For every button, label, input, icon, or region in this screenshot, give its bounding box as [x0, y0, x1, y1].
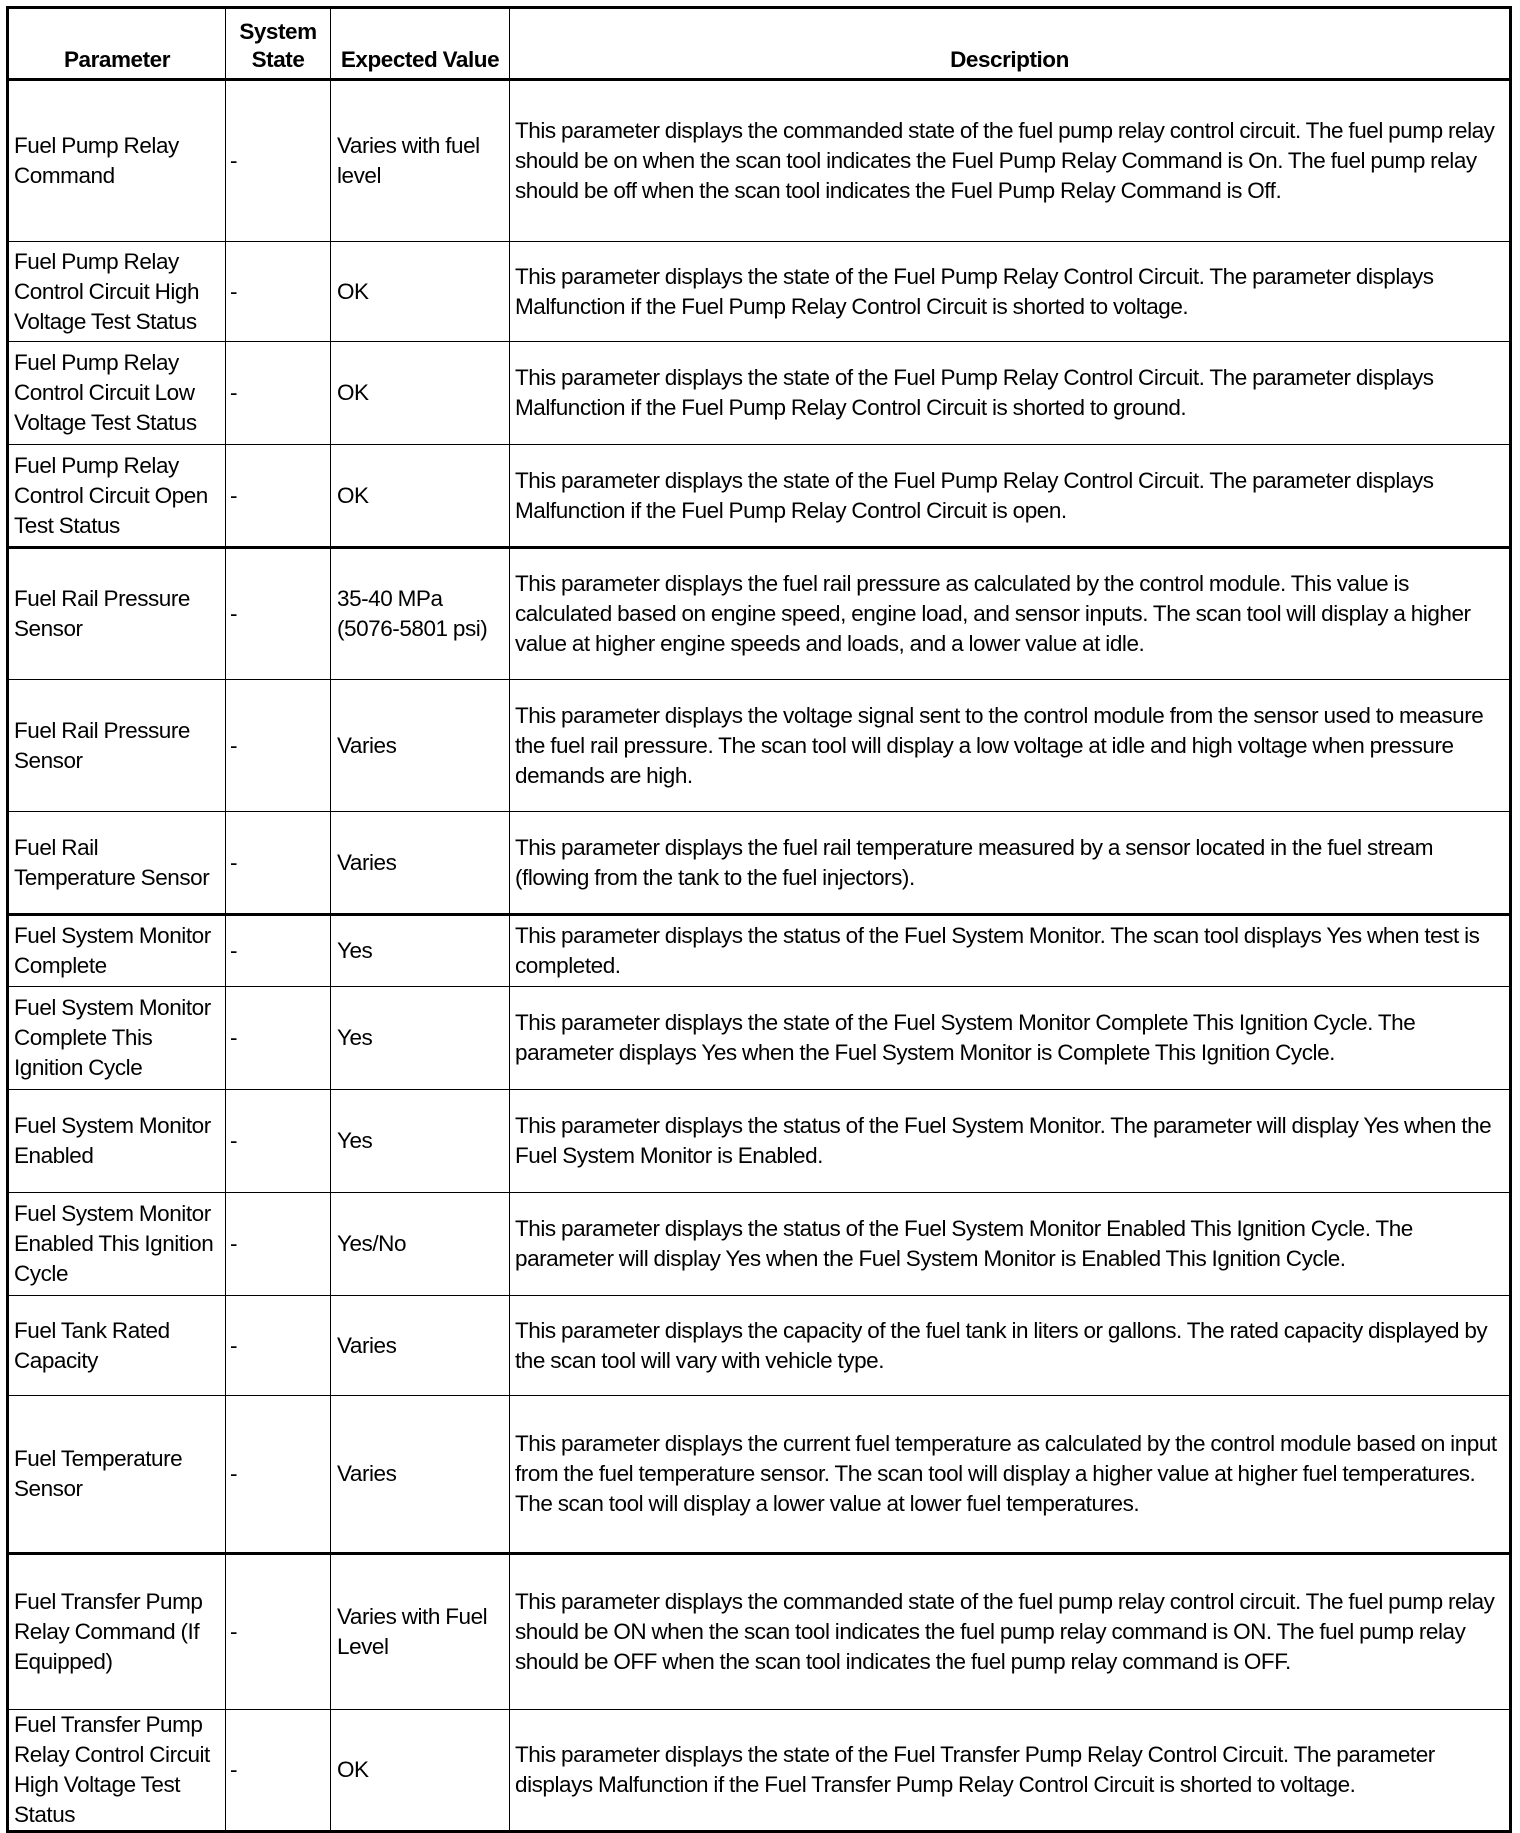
cell-description: This parameter displays the status of the Fuel System Monitor Enabled This Ignition Cycle. The parameter will display Yes when the Fuel System Monitor is Enabled This Ignition Cycle. — [510, 1193, 1511, 1296]
cell-system-state: - — [226, 987, 331, 1090]
table-row — [8, 1396, 1511, 1554]
cell-description: This parameter displays the status of the Fuel System Monitor. The parameter will display Yes when the Fuel System Monitor is Enabled. — [510, 1090, 1511, 1193]
table-row — [8, 1296, 1511, 1396]
cell-expected-value: Yes/No — [331, 1193, 510, 1296]
cell-expected-value: Yes — [331, 987, 510, 1090]
cell-system-state: - — [226, 915, 331, 987]
cell-expected-value: OK — [331, 242, 510, 342]
cell-description: This parameter displays the state of the Fuel System Monitor Complete This Ignition Cycle. The parameter displays Yes when the Fuel System Monitor is Complete This Ignition Cycle. — [510, 987, 1511, 1090]
table-row — [8, 1710, 1511, 1832]
cell-expected-value: Varies — [331, 812, 510, 915]
cell-parameter: Fuel System Monitor Enabled This Ignition Cycle — [8, 1193, 226, 1296]
cell-description: This parameter displays the state of the Fuel Pump Relay Control Circuit. The parameter displays Malfunction if the Fuel Pump Relay Control Circuit is shorted to ground. — [510, 342, 1511, 445]
table-row — [8, 812, 1511, 915]
cell-parameter: Fuel System Monitor Enabled — [8, 1090, 226, 1193]
cell-parameter: Fuel Transfer Pump Relay Control Circuit High Voltage Test Status — [8, 1710, 226, 1832]
table-row — [8, 1193, 1511, 1296]
cell-description: This parameter displays the current fuel temperature as calculated by the control module based on input from the fuel temperature sensor. The scan tool will display a higher value at higher fuel temperatures. The scan tool will display a lower value at lower fuel temperatures. — [510, 1396, 1511, 1554]
cell-parameter: Fuel Pump Relay Control Circuit Open Test Status — [8, 445, 226, 548]
cell-description: This parameter displays the commanded state of the fuel pump relay control circuit. The fuel pump relay should be on when the scan tool indicates the Fuel Pump Relay Command is On. The fuel pump relay should be off when the scan tool indicates the Fuel Pump Relay Command is Off. — [510, 80, 1511, 242]
cell-system-state: - — [226, 445, 331, 548]
cell-system-state: - — [226, 812, 331, 915]
cell-description: This parameter displays the state of the Fuel Transfer Pump Relay Control Circuit. The parameter displays Malfunction if the Fuel Transfer Pump Relay Control Circuit is shorted to voltage. — [510, 1710, 1511, 1832]
cell-system-state: - — [226, 680, 331, 812]
cell-description: This parameter displays the voltage signal sent to the control module from the sensor used to measure the fuel rail pressure. The scan tool will display a low voltage at idle and high voltage when pressure demands are high. — [510, 680, 1511, 812]
cell-system-state: - — [226, 548, 331, 680]
table-row — [8, 680, 1511, 812]
header-expected-value: Expected Value — [331, 8, 510, 80]
table-row — [8, 1090, 1511, 1193]
cell-parameter: Fuel System Monitor Complete This Ignition Cycle — [8, 987, 226, 1090]
cell-description: This parameter displays the state of the Fuel Pump Relay Control Circuit. The parameter displays Malfunction if the Fuel Pump Relay Control Circuit is shorted to voltage. — [510, 242, 1511, 342]
scan-tool-data-table — [6, 6, 1512, 1833]
cell-description: This parameter displays the commanded state of the fuel pump relay control circuit. The fuel pump relay should be ON when the scan tool indicates the fuel pump relay command is ON. The fuel pump relay should be OFF when the scan tool indicates the fuel pump relay command is OFF. — [510, 1554, 1511, 1710]
header-system-state: System State — [226, 8, 331, 80]
cell-parameter: Fuel System Monitor Complete — [8, 915, 226, 987]
header-parameter: Parameter — [8, 8, 226, 80]
cell-description: This parameter displays the capacity of the fuel tank in liters or gallons. The rated capacity displayed by the scan tool will vary with vehicle type. — [510, 1296, 1511, 1396]
cell-expected-value: OK — [331, 445, 510, 548]
cell-parameter: Fuel Temperature Sensor — [8, 1396, 226, 1554]
cell-parameter: Fuel Transfer Pump Relay Command (If Equipped) — [8, 1554, 226, 1710]
cell-expected-value: Yes — [331, 1090, 510, 1193]
cell-system-state: - — [226, 1396, 331, 1554]
cell-system-state: - — [226, 80, 331, 242]
cell-description: This parameter displays the fuel rail temperature measured by a sensor located in the fuel stream (flowing from the tank to the fuel injectors). — [510, 812, 1511, 915]
cell-system-state: - — [226, 1710, 331, 1832]
cell-system-state: - — [226, 1090, 331, 1193]
cell-description: This parameter displays the status of the Fuel System Monitor. The scan tool displays Yes when test is completed. — [510, 915, 1511, 987]
cell-system-state: - — [226, 242, 331, 342]
cell-parameter: Fuel Rail Pressure Sensor — [8, 548, 226, 680]
table-row — [8, 987, 1511, 1090]
table-row — [8, 242, 1511, 342]
header-description: Description — [510, 8, 1511, 80]
table-row — [8, 342, 1511, 445]
cell-expected-value: 35-40 MPa (5076-5801 psi) — [331, 548, 510, 680]
cell-expected-value: Varies — [331, 1296, 510, 1396]
cell-description: This parameter displays the state of the Fuel Pump Relay Control Circuit. The parameter displays Malfunction if the Fuel Pump Relay Control Circuit is open. — [510, 445, 1511, 548]
cell-parameter: Fuel Pump Relay Command — [8, 80, 226, 242]
cell-expected-value: Yes — [331, 915, 510, 987]
table-row — [8, 80, 1511, 242]
cell-parameter: Fuel Rail Temperature Sensor — [8, 812, 226, 915]
table-row — [8, 915, 1511, 987]
table-row — [8, 548, 1511, 680]
table-row — [8, 445, 1511, 548]
table-row — [8, 1554, 1511, 1710]
cell-expected-value: Varies — [331, 680, 510, 812]
cell-expected-value: Varies with fuel level — [331, 80, 510, 242]
cell-expected-value: Varies — [331, 1396, 510, 1554]
cell-system-state: - — [226, 1554, 331, 1710]
cell-expected-value: OK — [331, 342, 510, 445]
cell-expected-value: OK — [331, 1710, 510, 1832]
table-header-row — [8, 8, 1511, 80]
cell-parameter: Fuel Pump Relay Control Circuit High Voltage Test Status — [8, 242, 226, 342]
cell-parameter: Fuel Pump Relay Control Circuit Low Voltage Test Status — [8, 342, 226, 445]
cell-parameter: Fuel Rail Pressure Sensor — [8, 680, 226, 812]
cell-expected-value: Varies with Fuel Level — [331, 1554, 510, 1710]
cell-description: This parameter displays the fuel rail pressure as calculated by the control module. This value is calculated based on engine speed, engine load, and sensor inputs. The scan tool will display a higher value at higher engine speeds and loads, and a lower value at idle. — [510, 548, 1511, 680]
cell-system-state: - — [226, 1296, 331, 1396]
cell-parameter: Fuel Tank Rated Capacity — [8, 1296, 226, 1396]
cell-system-state: - — [226, 342, 331, 445]
cell-system-state: - — [226, 1193, 331, 1296]
